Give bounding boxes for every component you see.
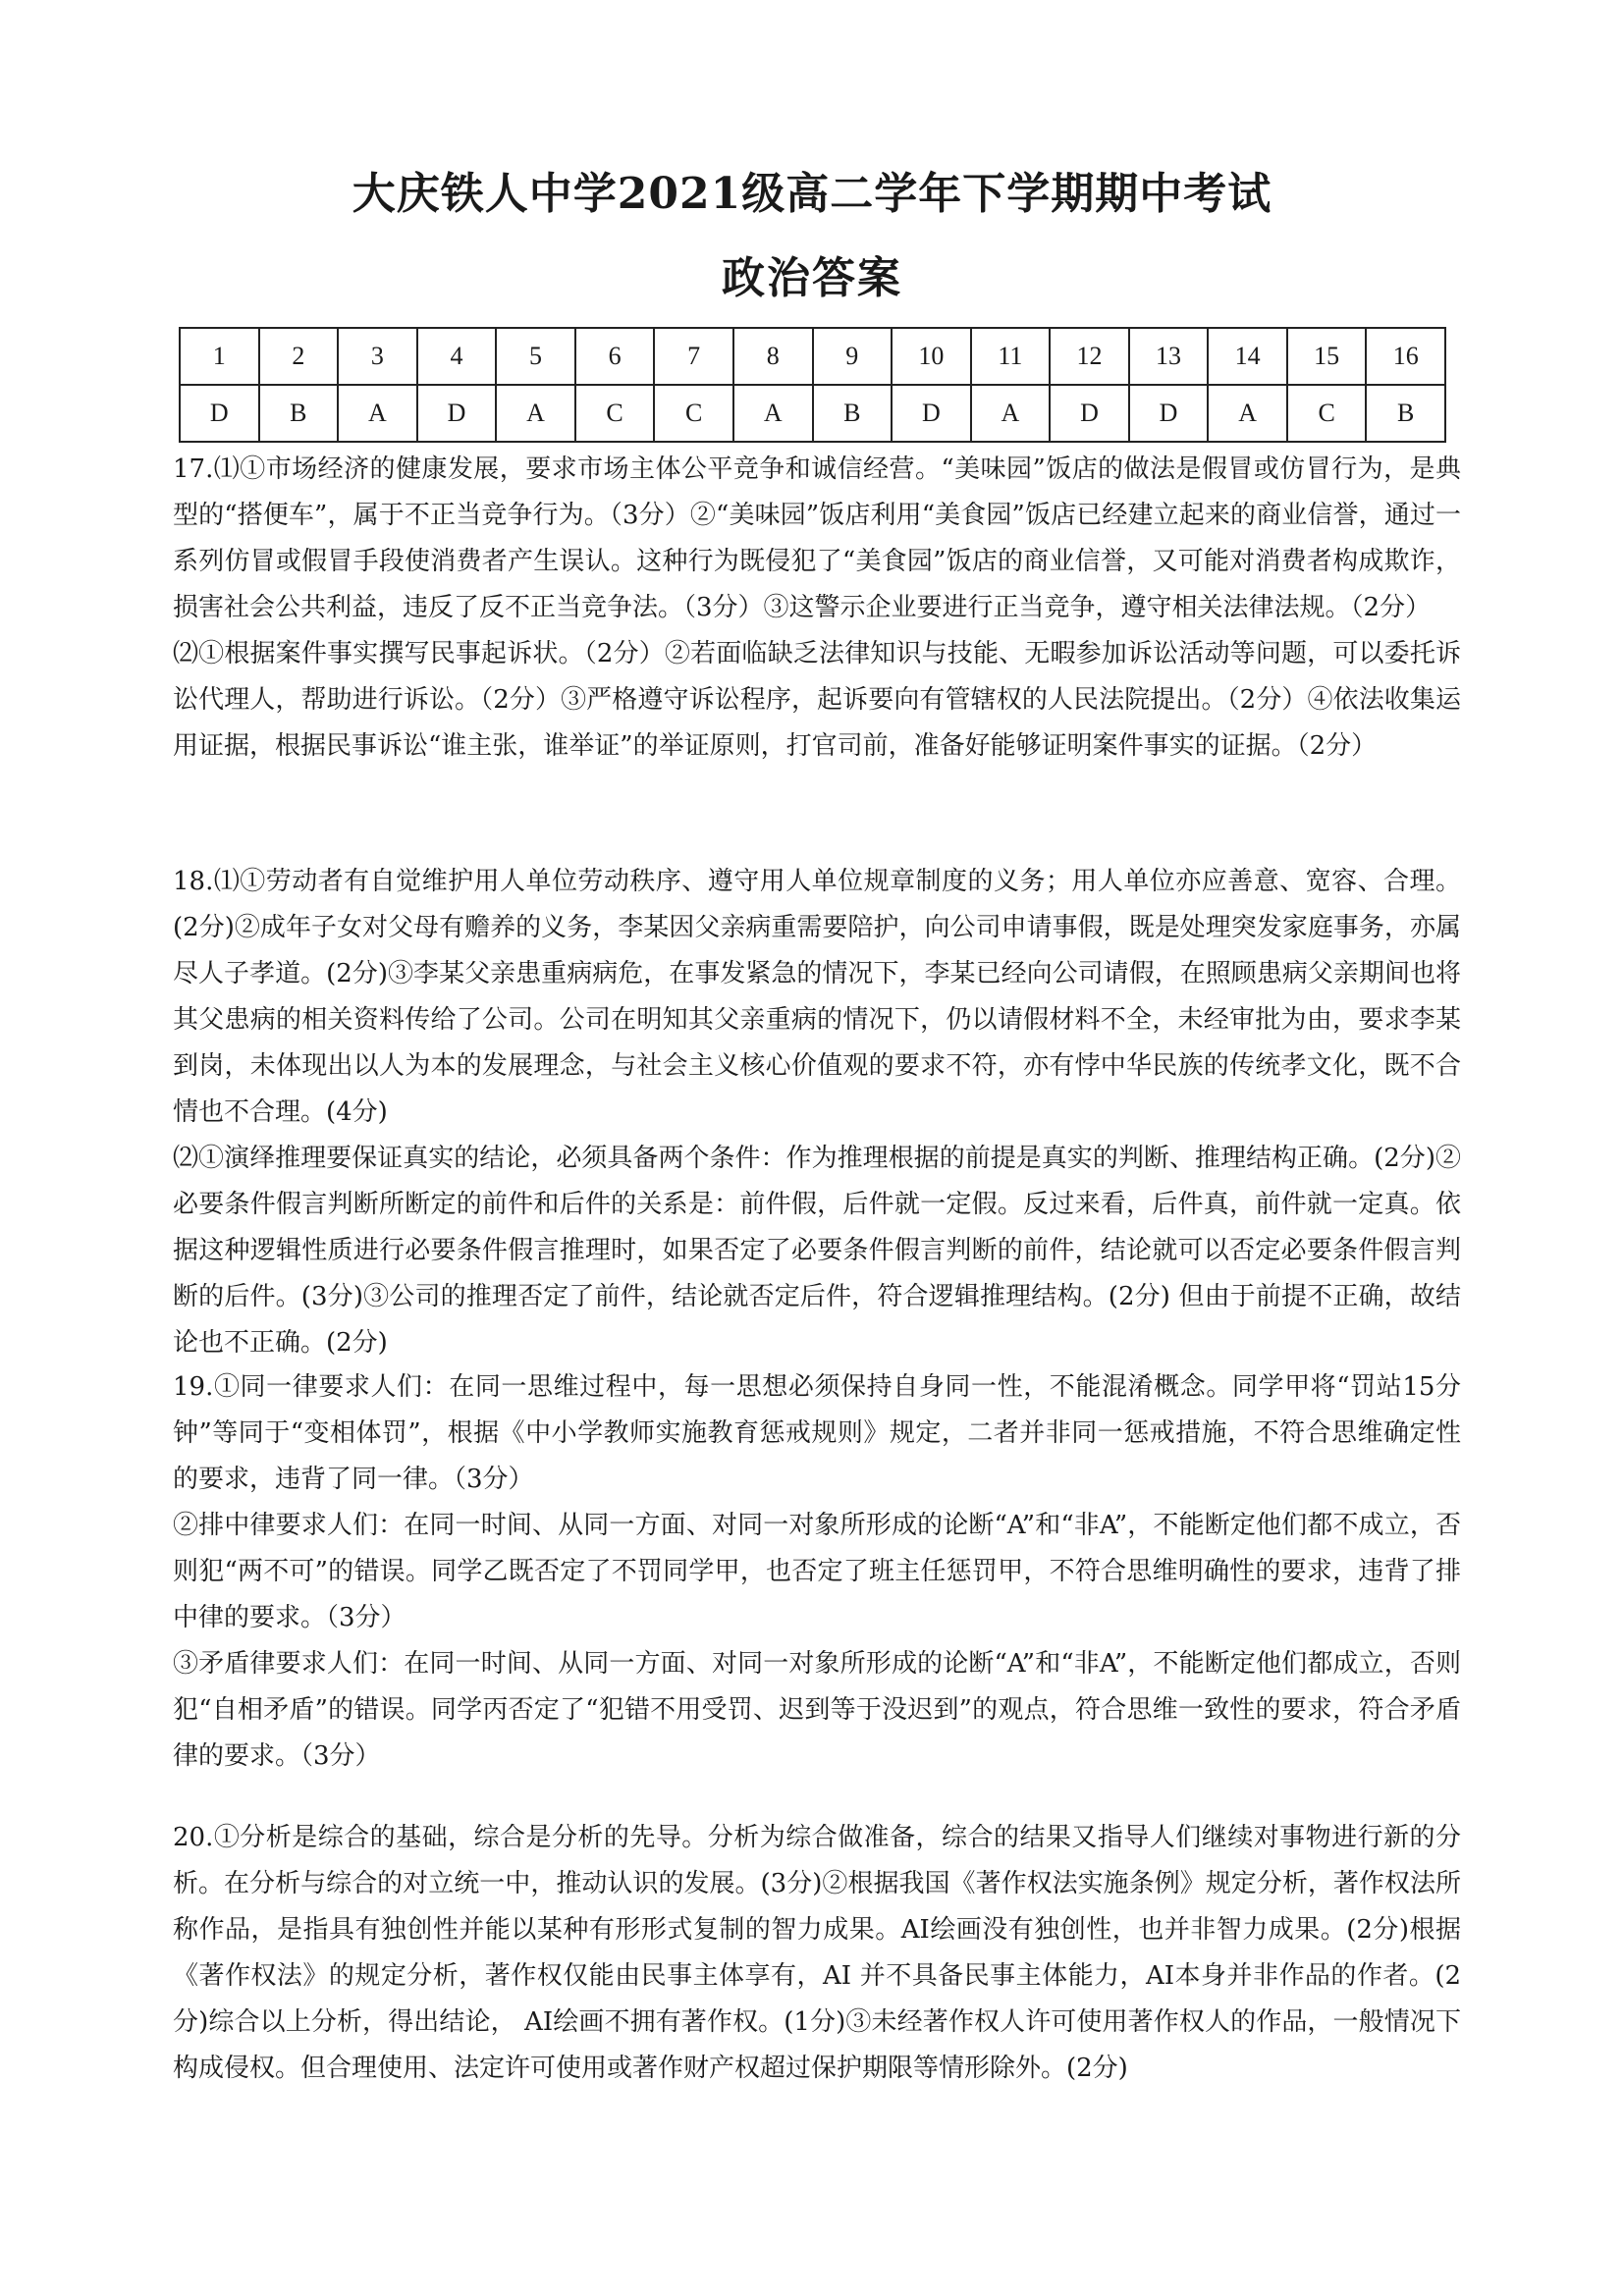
question-number-cell: 2 bbox=[259, 328, 339, 385]
question-number-cell: 12 bbox=[1050, 328, 1129, 385]
answer-paragraph: 20.①分析是综合的基础，综合是分析的先导。分析为综合做准备，综合的结果又指导人们继续对事物进行新的分析。在分析与综合的对立统一中，推动认识的发展。(3分)②根据我国《著作权法实施条例》规定分析，著作权法所称作品，是指具有独创性并能以某种有形形式复制的智力成果。AI绘画没有独创性，也并非智力成果。(2分)根据《著作权法》的规定分析，著作权仅能由民事主体享有，AI 并不具备民事主体能力，AI本身并非作品的作者。(2分)综合以上分析，得出结论， AI绘画不拥有著作权。(1分)③未经著作权人许可使用著作权人的作品，一般情况下构成侵权。但合理使用、法定许可使用或著作财产权超过保护期限等情形除外。(2分) bbox=[173, 1823, 1461, 2083]
answer-cell: B bbox=[813, 385, 893, 442]
answer-table-answer-row bbox=[180, 385, 1445, 442]
question-number-cell: 14 bbox=[1208, 328, 1287, 385]
question-number-cell: 11 bbox=[971, 328, 1051, 385]
question-number-cell: 9 bbox=[813, 328, 893, 385]
question-number-cell: 1 bbox=[180, 328, 259, 385]
question-number-cell: 5 bbox=[496, 328, 575, 385]
answer-cell: A bbox=[1208, 385, 1287, 442]
answer-cell: D bbox=[180, 385, 259, 442]
answer-paragraph: ③矛盾律要求人们：在同一时间、从同一方面、对同一对象所形成的论断“A”和“非A”，不能断定他们都成立，否则犯“自相矛盾”的错误。同学丙否定了“犯错不用受罚、迟到等于没迟到”的观点，符合思维一致性的要求，符合矛盾律的要求。（3分） bbox=[173, 1649, 1461, 1771]
answer-cell: A bbox=[971, 385, 1051, 442]
question-number-cell: 16 bbox=[1366, 328, 1445, 385]
answer-cell: A bbox=[338, 385, 417, 442]
answer-cell: C bbox=[1287, 385, 1367, 442]
question-number-cell: 6 bbox=[575, 328, 655, 385]
answer-cell: B bbox=[259, 385, 339, 442]
answer-paragraph: 17.⑴①市场经济的健康发展，要求市场主体公平竞争和诚信经营。“美味园”饭店的做法是假冒或仿冒行为，是典型的“搭便车”，属于不正当竞争行为。（3分）②“美味园”饭店利用“美食园”饭店已经建立起来的商业信誉，通过一系列仿冒或假冒手段使消费者产生误认。这种行为既侵犯了“美食园”饭店的商业信誉，又可能对消费者构成欺诈，损害社会公共利益，违反了反不正当竞争法。（3分）③这警示企业要进行正当竞争，遵守相关法律法规。（2分） bbox=[173, 454, 1461, 622]
answer-table bbox=[179, 327, 1446, 443]
answer-cell: D bbox=[1129, 385, 1209, 442]
question-number-cell: 8 bbox=[733, 328, 813, 385]
question-18-answer bbox=[173, 859, 1461, 1366]
page-subtitle: 政治答案 bbox=[722, 253, 902, 303]
question-number-cell: 15 bbox=[1287, 328, 1367, 385]
question-20-answer bbox=[173, 1815, 1461, 2092]
answer-paragraph: ②排中律要求人们：在同一时间、从同一方面、对同一对象所形成的论断“A”和“非A”，不能断定他们都不成立，否则犯“两不可”的错误。同学乙既否定了不罚同学甲，也否定了班主任惩罚甲，不符合思维明确性的要求，违背了排中律的要求。（3分） bbox=[173, 1511, 1461, 1632]
page-title: 大庆铁人中学2021级高二学年下学期期中考试 bbox=[352, 169, 1272, 219]
answer-cell: D bbox=[1050, 385, 1129, 442]
answer-paragraph: ⑵①根据案件事实撰写民事起诉状。（2分）②若面临缺乏法律知识与技能、无暇参加诉讼活动等问题，可以委托诉讼代理人，帮助进行诉讼。（2分）③严格遵守诉讼程序，起诉要向有管辖权的人民法院提出。（2分）④依法收集运用证据，根据民事诉讼“谁主张，谁举证”的举证原则，打官司前，准备好能够证明案件事实的证据。（2分） bbox=[173, 639, 1461, 761]
question-19-answer bbox=[173, 1364, 1461, 1780]
answer-cell: C bbox=[575, 385, 655, 442]
question-number-cell: 13 bbox=[1129, 328, 1209, 385]
answer-cell: A bbox=[733, 385, 813, 442]
answer-cell: A bbox=[496, 385, 575, 442]
answer-paragraph: ⑵①演绎推理要保证真实的结论，必须具备两个条件：作为推理根据的前提是真实的判断、推理结构正确。(2分)②必要条件假言判断所断定的前件和后件的关系是：前件假，后件就一定假。反过来看，后件真，前件就一定真。依据这种逻辑性质进行必要条件假言推理时，如果否定了必要条件假言判断的前件，结论就可以否定必要条件假言判断的后件。(3分)③公司的推理否定了前件，结论就否定后件，符合逻辑推理结构。(2分) 但由于前提不正确，故结论也不正确。(2分) bbox=[173, 1144, 1461, 1358]
answer-cell: D bbox=[417, 385, 497, 442]
answer-table-number-row bbox=[180, 328, 1445, 385]
answer-cell: C bbox=[654, 385, 733, 442]
answer-paragraph: 19.①同一律要求人们：在同一思维过程中，每一思想必须保持自身同一性，不能混淆概念。同学甲将“罚站15分钟”等同于“变相体罚”，根据《中小学教师实施教育惩戒规则》规定，二者并非同一惩戒措施，不符合思维确定性的要求，违背了同一律。（3分） bbox=[173, 1372, 1461, 1494]
question-number-cell: 4 bbox=[417, 328, 497, 385]
answer-paragraph: 18.⑴①劳动者有自觉维护用人单位劳动秩序、遵守用人单位规章制度的义务；用人单位亦应善意、宽容、合理。(2分)②成年子女对父母有赡养的义务，李某因父亲病重需要陪护，向公司申请事假，既是处理突发家庭事务，亦属尽人子孝道。(2分)③李某父亲患重病病危，在事发紧急的情况下，李某已经向公司请假，在照顾患病父亲期间也将其父患病的相关资料传给了公司。公司在明知其父亲重病的情况下，仍以请假材料不全，未经审批为由，要求李某到岗，未体现出以人为本的发展理念，与社会主义核心价值观的要求不符，亦有悖中华民族的传统孝文化，既不合情也不合理。(4分) bbox=[173, 867, 1461, 1127]
answer-cell: B bbox=[1366, 385, 1445, 442]
answer-cell: D bbox=[892, 385, 971, 442]
question-number-cell: 10 bbox=[892, 328, 971, 385]
question-number-cell: 3 bbox=[338, 328, 417, 385]
question-17-answer bbox=[173, 447, 1461, 770]
question-number-cell: 7 bbox=[654, 328, 733, 385]
